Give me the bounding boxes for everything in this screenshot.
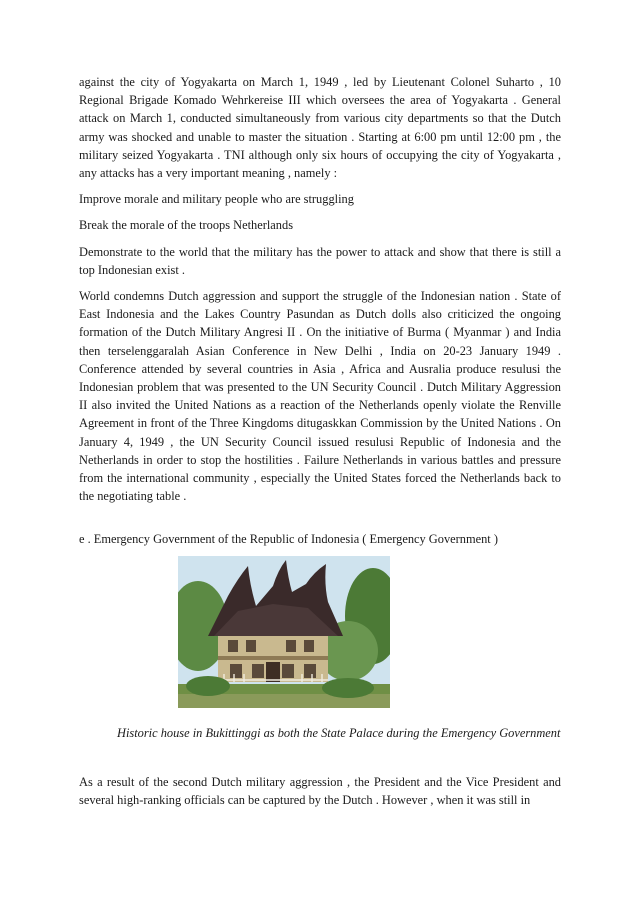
paragraph-point-1: Improve morale and military people who are struggling: [79, 192, 354, 207]
section-heading: e . Emergency Government of the Republic of Indonesia ( Emergency Government ): [79, 532, 498, 546]
body-text: [79, 73, 561, 513]
paragraph-point-3: Demonstrate to the world that the military has the power to attack and show that there is still a top Indonesian exist .: [79, 244, 561, 277]
paragraph-aftermath: As a result of the second Dutch military aggression , the President and the Vice President and several high-ranking officials can be captured by the Dutch . However , when it was still in: [79, 775, 561, 808]
historic-house-photo: [178, 556, 390, 708]
paragraph-world-reaction: World condemns Dutch aggression and support the struggle of the Indonesian nation . State of East Indonesia and the Lakes Country Pasundan as Dutch dolls also criticized the ongoing formation of the Dutch Military Angresi II . On the initiative of Burma ( Myanmar ) and India then terselenggaralah Asian Conference in New Delhi , India on 20-23 January 1949 . Conference attended by several countries in Asia , Africa and Ausralia produce resulusi the Indonesian problem that was presented to the UN Security Council . Dutch Military Aggression II also invited the United Nations as a reaction of the Netherlands openly violate the Renville Agreement in front of the Three Kingdoms ditugaskkan Commission by the United Nations . On January 4, 1949 , the UN Security Council issued resulusi Republic of Indonesia and the Netherlands in order to stop the hostilities . Failure Netherlands in various battles and pressure from the international community , especially the United States forced the Netherlands back to the negotiating table .: [79, 289, 561, 504]
house-illustration: [178, 556, 390, 708]
paragraph-intro: against the city of Yogyakarta on March 1, 1949 , led by Lieutenant Colonel Suharto , 10 Regional Brigade Komado Wehrkereise III which oversees the area of Yogyakarta . General attack on March 1, conducted simultaneously from various city departments so that the Dutch army was shocked and unable to master the situation . Starting at 6:00 pm until 12:00 pm , the military seized Yogyakarta . TNI although only six hours of occupying the city of Yogyakarta , any attacks has a very important meaning , namely :: [79, 75, 561, 181]
paragraph-point-2: Break the morale of the troops Netherlands: [79, 218, 294, 233]
figure-caption: Historic house in Bukittinggi as both the State Palace during the Emergency Government: [117, 726, 561, 740]
